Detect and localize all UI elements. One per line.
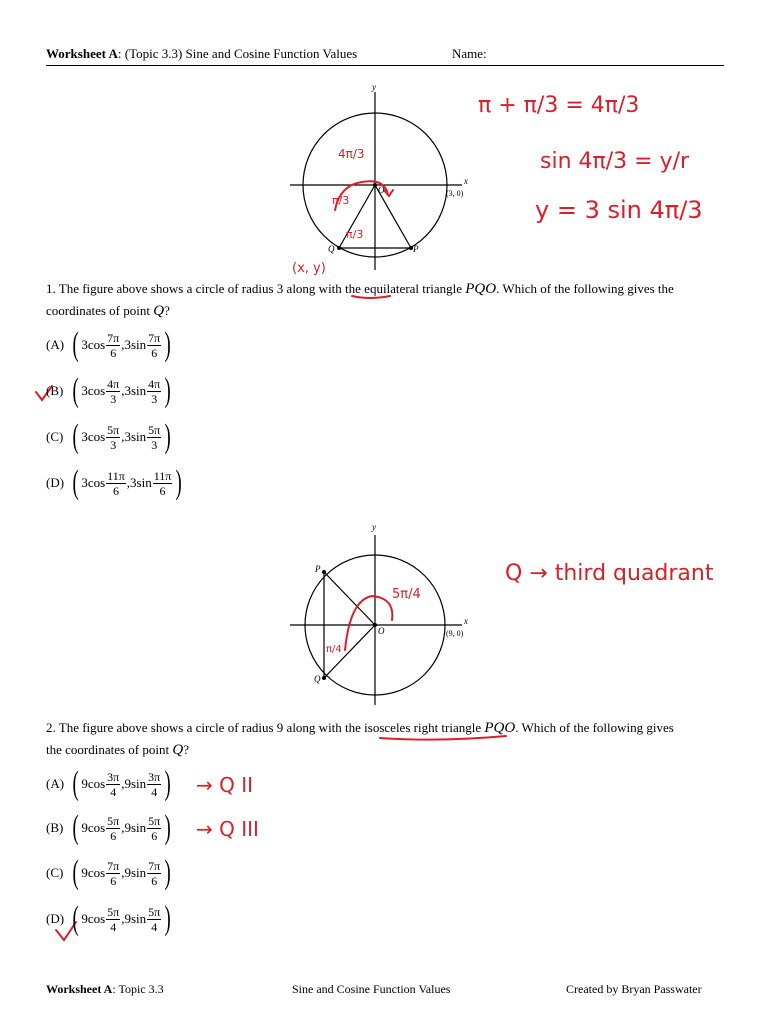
hw-pi3-b: π/3 — [346, 228, 364, 241]
q1-point: Q — [153, 303, 165, 319]
q2-triangle-name: PQO — [484, 720, 516, 736]
fig2-y-label: y — [372, 522, 376, 532]
hw-pi3-a: π/3 — [332, 194, 350, 207]
question-2: 2. The figure above shows a circle of radius 9 along with the isosceles right triangle PQO. Which of the following gives the coordinates of point Q? — [46, 720, 674, 758]
q2-point: Q — [172, 742, 184, 758]
q2-text-after: . Which of the following gives — [515, 720, 674, 735]
fig2-P-label: P — [315, 564, 321, 574]
hw-quadrant: Q → third quadrant — [505, 561, 714, 586]
fig2-O-label: O — [378, 626, 385, 636]
q1-choice-c[interactable]: (C) ( 3 cos $\frac{5\pi}{3}$ , 3 sin $\frac{5\pi}{3}$ ) — [46, 418, 171, 455]
fig1-Q-label: Q — [328, 244, 335, 254]
hw-qII: → Q II — [196, 773, 254, 797]
hw-line3: y = 3 sin 4π/3 — [535, 196, 703, 224]
q1-choice-b[interactable]: (B) ( 3 cos $\frac{4\pi}{3}$ , 3 sin $\frac{4\pi}{3}$ ) — [46, 372, 171, 409]
hw-pi4: π/4 — [326, 644, 342, 655]
hw-5pi4: 5π/4 — [392, 587, 421, 602]
hw-xy: (x, y) — [292, 261, 326, 276]
q2-choice-d[interactable]: (D) ( 9 cos $\frac{5\pi}{4}$ , 9 sin $\frac{5\pi}{4}$ ) — [46, 900, 171, 937]
q2-choice-b[interactable]: (B) ( 9 cos $\frac{5\pi}{6}$ , 9 sin $\frac{5\pi}{6}$ ) — [46, 809, 171, 846]
q1-line2: coordinates of point — [46, 303, 150, 318]
fig2-Q-label: Q — [314, 674, 321, 684]
name-label: Name: — [452, 46, 487, 61]
fig1-point-r: (3, 0) — [446, 189, 464, 198]
header-worksheet: Worksheet A — [46, 46, 118, 61]
q1-text-after: . Which of the following gives the — [496, 281, 674, 296]
q2-choice-a[interactable]: (A) ( 9 cos $\frac{3\pi}{4}$ , 9 sin $\frac{3\pi}{4}$ ) — [46, 765, 171, 802]
hw-qIII: → Q III — [196, 817, 259, 841]
question-1: 1. The figure above shows a circle of radius 3 along with the equilateral triangle PQO. Which of the following gives the coordinates of point Q? — [46, 281, 674, 319]
fig1-y-label: y — [372, 82, 376, 92]
footer-author: Created by Bryan Passwater — [566, 982, 702, 996]
q1-choice-a[interactable]: (A) ( 3 cos $\frac{7\pi}{6}$ , 3 sin $\frac{7\pi}{6}$ ) — [46, 326, 171, 363]
header-topic: : (Topic 3.3) Sine and Cosine Function Values — [117, 46, 358, 61]
fig1-O-label: O — [378, 185, 385, 195]
footer-worksheet: Worksheet A: Topic 3.3 — [46, 982, 164, 996]
fig2-point-r: (9, 0) — [446, 629, 464, 638]
fig1-x-label: x — [464, 176, 468, 186]
fig2-x-label: x — [464, 616, 468, 626]
q2-choice-c[interactable]: (C) ( 9 cos $\frac{7\pi}{6}$ , 9 sin $\frac{7\pi}{6}$ ) — [46, 854, 171, 891]
hw-4pi3: 4π/3 — [338, 147, 365, 161]
hw-line2: sin 4π/3 = y/r — [540, 149, 690, 174]
q1-triangle-name: PQO — [465, 281, 497, 297]
footer-title: Sine and Cosine Function Values — [292, 982, 451, 996]
q2-text-before: 2. The figure above shows a circle of radius 9 along with the isosceles right triangle — [46, 720, 482, 735]
arc-annotation-2 — [345, 596, 392, 650]
q1-text-before: 1. The figure above shows a circle of radius 3 along with the equilateral triangle — [46, 281, 462, 296]
q2-line2: the coordinates of point — [46, 742, 170, 757]
q1-choice-d[interactable]: (D) ( 3 cos $\frac{11\pi}{6}$ , 3 sin $\frac{11\pi}{6}$ ) — [46, 464, 183, 501]
fig1-P-label: P — [413, 244, 419, 254]
hw-line1: π + π/3 = 4π/3 — [478, 93, 640, 118]
